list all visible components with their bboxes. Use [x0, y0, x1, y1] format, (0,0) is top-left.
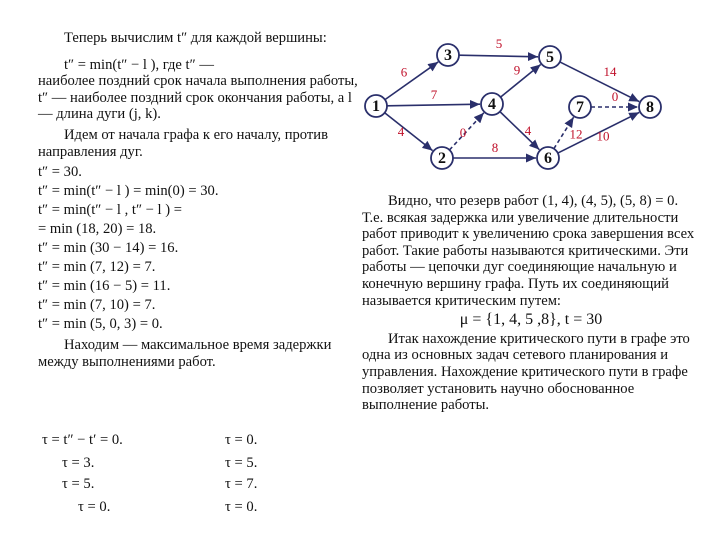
edge-5-8	[560, 62, 639, 102]
paragraph-delay: Находим — максимальное время задержки между выполнениями работ.	[38, 337, 332, 370]
edge-label-6-8: 10	[596, 128, 610, 144]
edge-label-2-6: 8	[491, 140, 499, 155]
tau-4: τ = 0.	[78, 499, 111, 515]
right-column	[362, 193, 700, 414]
equation-t4: t″ = min (7, 12) = 7.	[38, 259, 156, 276]
equation-t5: t″ = min (30 − 14) = 16.	[38, 240, 179, 257]
edge-label-5-8: 14	[603, 64, 617, 79]
node-6	[537, 147, 559, 169]
equation-t6-result: = min (18, 20) = 18.	[38, 221, 157, 238]
edge-1-2	[385, 113, 433, 151]
node-3	[437, 44, 459, 66]
edge-4-5	[501, 62, 541, 98]
edge-label-6-7: 12	[569, 126, 583, 142]
node-label-4: 4	[488, 96, 496, 113]
edge-label-1-4: 7	[430, 87, 438, 102]
left-column	[38, 30, 358, 370]
node-label-8: 8	[646, 99, 654, 116]
equation-t2: t″ = min (7, 10) = 7.	[38, 297, 156, 314]
edge-label-4-6: 4	[524, 123, 532, 138]
equation-t7: t″ = min(t″ − l ) = min(0) = 30.	[38, 183, 219, 200]
tau-3: τ = 5.	[62, 476, 95, 492]
tau-6: τ = 5.	[225, 455, 258, 471]
edge-label-7-8: 0	[611, 89, 619, 104]
equation-t8: t″ = 30.	[38, 164, 82, 181]
equation-t3: t″ = min (16 − 5) = 11.	[38, 278, 171, 295]
edge-1-4	[387, 104, 480, 106]
edge-4-6	[500, 112, 539, 150]
tau-7: τ = 7.	[225, 476, 258, 492]
node-7	[569, 96, 591, 118]
paragraph-conclusion: Итак нахождение критического пути в графе это одна из основных задач сетевого планирования и управления. Нахождение критического пути в графе позволяет установить научно обоснованное выполнение работы.	[362, 330, 690, 414]
edge-label-1-2: 4	[397, 124, 405, 139]
paragraph-direction: Идем от начала графа к его началу, против направления дуг.	[38, 126, 328, 160]
critical-path-formula: μ = {1, 4, 5 ,8}, t = 30	[459, 311, 603, 329]
node-1	[365, 95, 387, 117]
paragraph-definitions: наиболее поздний срок начала выполнения работы, t″ — наиболее поздний срок окончания работы, а l — длина дуги (j, k).	[38, 73, 358, 123]
node-label-2: 2	[438, 150, 446, 167]
tau-8: τ = 0.	[225, 499, 258, 515]
edge-3-5	[459, 55, 538, 57]
node-label-7: 7	[576, 99, 584, 116]
node-4	[481, 93, 503, 115]
edge-label-3-5: 5	[495, 36, 503, 51]
equation-t6-min: t″ = min(t″ − l , t″ − l ) =	[38, 202, 182, 219]
edge-label-4-5: 9	[513, 62, 521, 78]
node-label-5: 5	[546, 49, 554, 66]
node-label-6: 6	[544, 150, 552, 167]
tau-1: τ = t″ − t′ = 0.	[42, 432, 123, 448]
tau-2: τ = 3.	[62, 455, 95, 471]
edge-label-1-3: 6	[400, 64, 408, 80]
node-5	[539, 46, 561, 68]
formula-latest-start: t″ = min(t″ − l ), где t″ —	[64, 56, 214, 73]
paragraph-intro: Теперь вычислим t″ для каждой вершины:	[64, 30, 327, 46]
network-graph	[362, 34, 702, 184]
paragraph-critical-works: Видно, что резерв работ (1, 4), (4, 5), (5, 8) = 0. Т.е. всякая задержка или увеличение длительности работ приводит к увеличению срока завершения всех работ. Такие работы называются критическими. Эти работы — цепочки дуг соединяющие начальную и конечную вершину графа. Путь их соединяющий называется критическим путем:	[362, 193, 695, 309]
node-8	[639, 96, 661, 118]
node-label-1: 1	[372, 98, 380, 115]
equation-t1: t″ = min (5, 0, 3) = 0.	[38, 316, 163, 333]
edge-2-4	[449, 113, 483, 150]
node-label-3: 3	[444, 47, 452, 64]
tau-5: τ = 0.	[225, 432, 258, 448]
node-2	[431, 147, 453, 169]
edge-label-2-4: 0	[459, 125, 467, 140]
